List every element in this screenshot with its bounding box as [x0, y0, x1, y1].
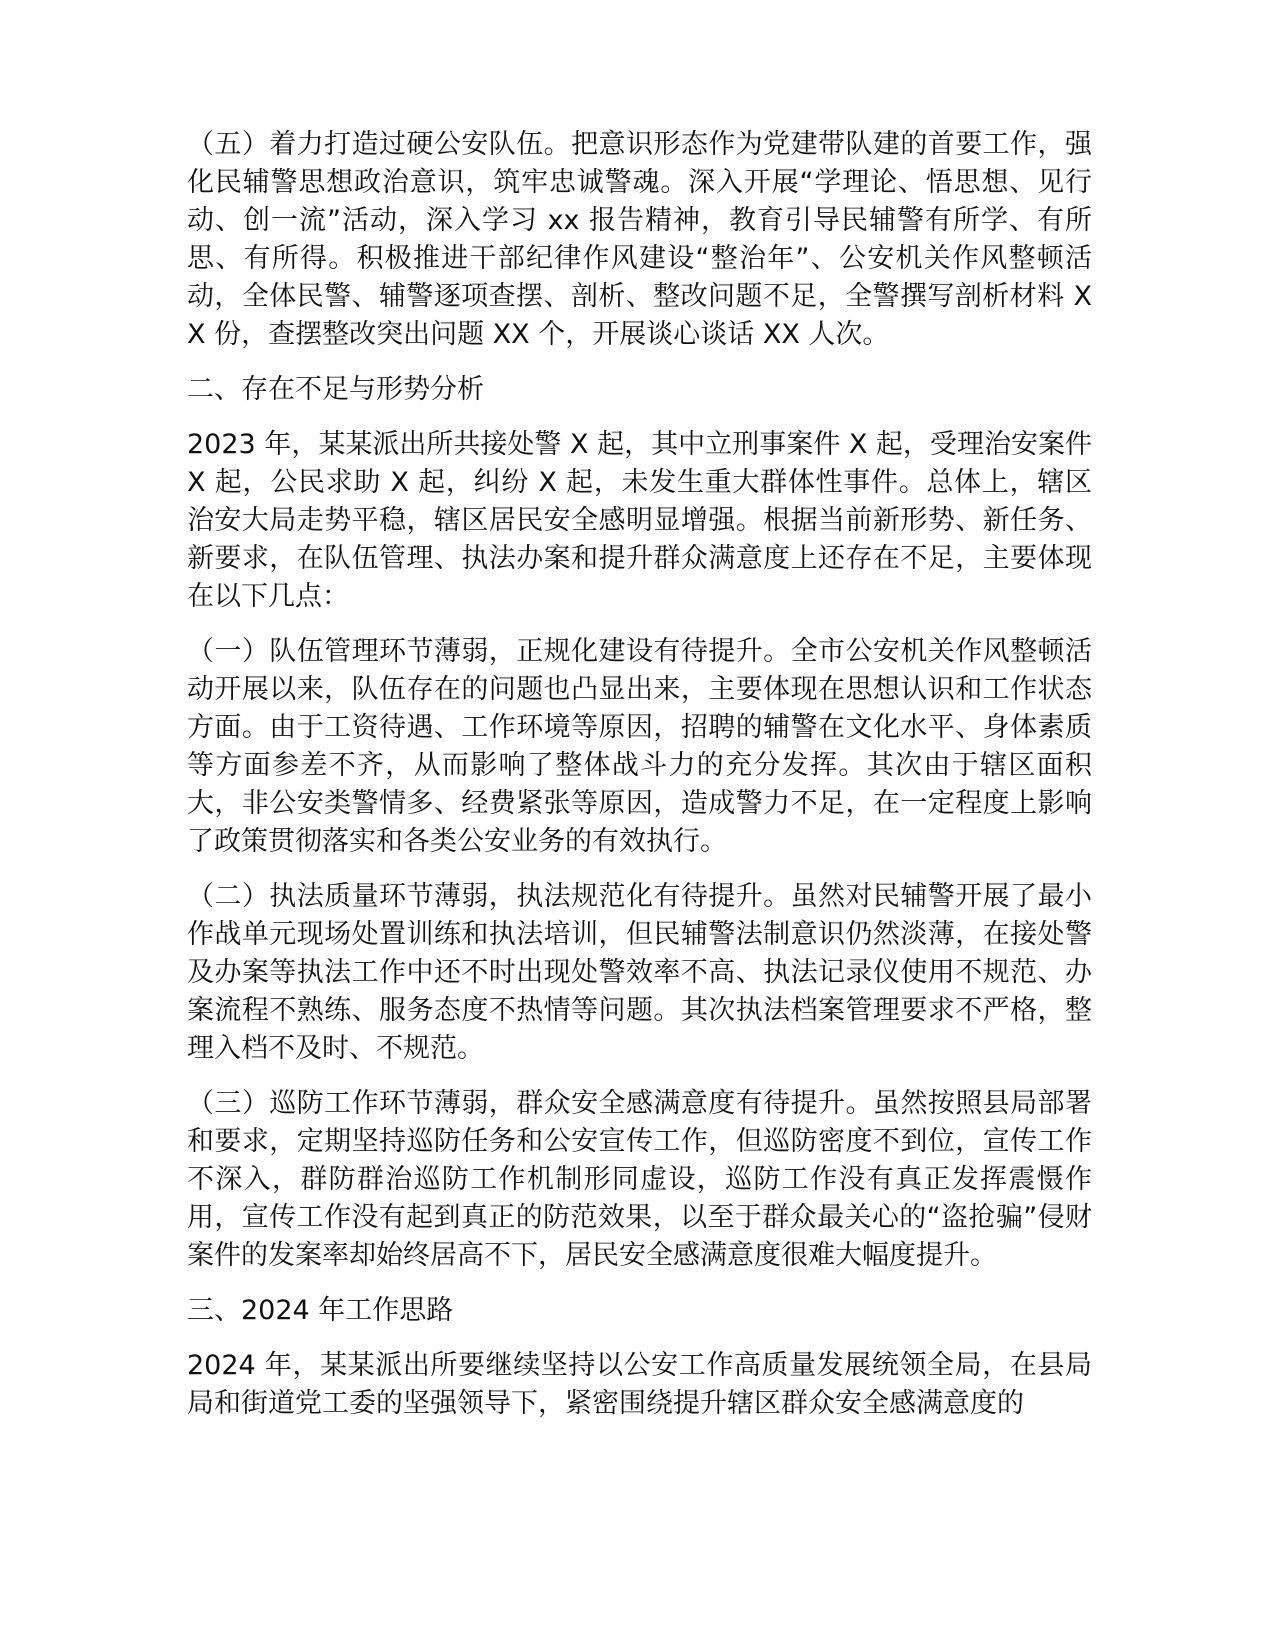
- paragraph-team-building: （五）着力打造过硬公安队伍。把意识形态作为党建带队建的首要工作，强化民辅警思想政治意识，筑牢忠诚警魂。深入开展“学理论、悟思想、见行动、创一流”活动，深入学习 xx 报告精神，教育引导民辅警有所学、有所思、有所得。积极推进干部纪律作风建设“整治年”、公安机关作风整顿活动，全体民警、辅警逐项查摆、剖析、整改问题不足，全警撰写剖析材料 XX 份，查摆整改突出问题 XX 个，开展谈心谈话 XX 人次。: [187, 129, 1092, 350]
- paragraph-team-management: （一）队伍管理环节薄弱，正规化建设有待提升。全市公安机关作风整顿活动开展以来，队伍存在的问题也凸显出来，主要体现在思想认识和工作状态方面。由于工资待遇、工作环境等原因，招聘的辅警在文化水平、身体素质等方面参差不齐，从而影响了整体战斗力的充分发挥。其次由于辖区面积大，非公安类警情多、经费紧张等原因，造成警力不足，在一定程度上影响了政策贯彻落实和各类公安业务的有效执行。: [187, 636, 1092, 857]
- paragraph-patrol-work: （三）巡防工作环节薄弱，群众安全感满意度有待提升。虽然按照县局部署和要求，定期坚持巡防任务和公安宣传工作，但巡防密度不到位，宣传工作不深入，群防群治巡防工作机制形同虚设，巡防工作没有真正发挥震慑作用，宣传工作没有起到真正的防范效果，以至于群众最关心的“盗抢骗”侵财案件的发案率却始终居高不下，居民安全感满意度很难大幅度提升。: [187, 1088, 1092, 1271]
- paragraph-2023-overview: 2023 年，某某派出所共接处警 X 起，其中立刑事案件 X 起，受理治安案件 X 起，公民求助 X 起，纠纷 X 起，未发生重大群体性事件。总体上，辖区治安大局走势平稳，辖区居民安全感明显增强。根据当前新形势、新任务、新要求，在队伍管理、执法办案和提升群众满意度上还存在不足，主要体现在以下几点：: [187, 429, 1092, 612]
- section-heading-shortcomings: 二、存在不足与形势分析: [187, 374, 484, 405]
- paragraph-2024-intro: 2024 年，某某派出所要继续坚持以公安工作高质量发展统领全局，在县局局和街道党工委的坚强领导下，紧密围绕提升辖区群众安全感满意度的: [187, 1350, 1092, 1419]
- document-page: [187, 126, 1092, 1440]
- section-heading-2024-plan: 三、2024 年工作思路: [187, 1295, 454, 1326]
- paragraph-law-enforcement: （二）执法质量环节薄弱，执法规范化有待提升。虽然对民辅警开展了最小作战单元现场处置训练和执法培训，但民辅警法制意识仍然淡薄，在接处警及办案等执法工作中还不时出现处警效率不高、执法记录仪使用不规范、办案流程不熟练、服务态度不热情等问题。其次执法档案管理要求不严格，整理入档不及时、不规范。: [187, 881, 1092, 1064]
